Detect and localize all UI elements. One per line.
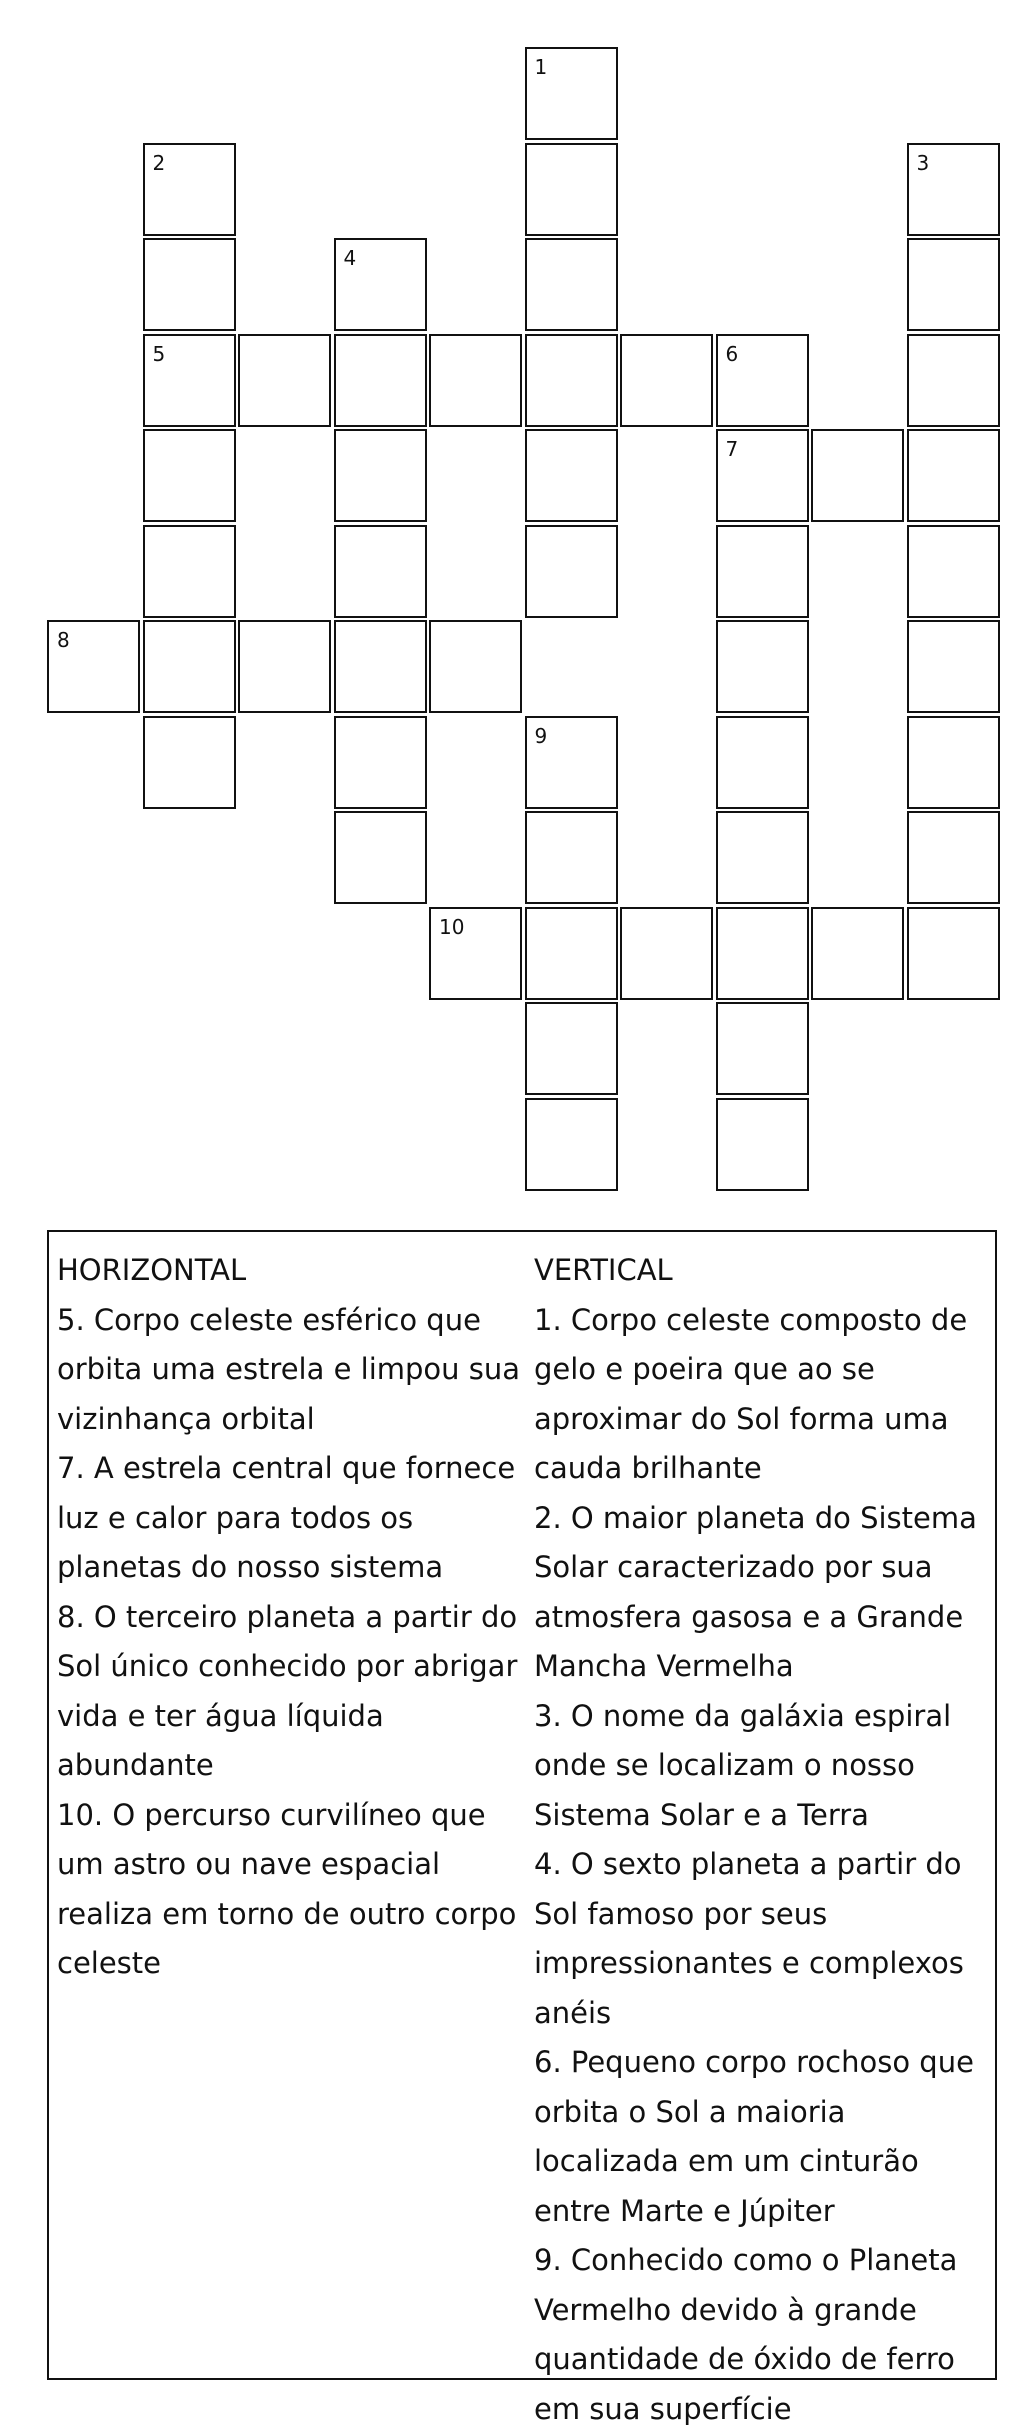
clue-across-10: 10. O percurso curvilíneo que um astro ou nave espacial realiza em torno de outro corpo celeste [57, 1797, 517, 1980]
clue-number: 4 [343, 246, 357, 270]
grid-cell[interactable] [907, 907, 1000, 1000]
grid-cell[interactable] [620, 907, 713, 1000]
grid-cell[interactable] [429, 334, 522, 427]
clue-number: 7 [725, 437, 739, 461]
grid-cell[interactable] [143, 429, 236, 522]
grid-cell[interactable] [716, 907, 809, 1000]
grid-cell[interactable] [143, 238, 236, 331]
grid-cell[interactable] [907, 334, 1000, 427]
clue-down-3: 3. O nome da galáxia espiral onde se localizam o nosso Sistema Solar e a Terra [534, 1698, 952, 1832]
grid-cell[interactable] [716, 334, 809, 427]
grid-cell[interactable] [525, 238, 618, 331]
grid-cell[interactable] [525, 1002, 618, 1095]
grid-cell[interactable] [525, 525, 618, 618]
clue-down-1: 1. Corpo celeste composto de gelo e poeira que ao se aproximar do Sol forma uma cauda brilhante [534, 1302, 968, 1485]
grid-cell[interactable] [716, 716, 809, 809]
grid-cell[interactable] [525, 334, 618, 427]
clue-number: 2 [152, 150, 166, 175]
clues-box [47, 1230, 997, 2426]
grid-cell[interactable] [334, 620, 427, 713]
clue-number: 1 [534, 55, 548, 79]
clue-number: 5 [152, 341, 166, 366]
grid-cell[interactable] [907, 716, 1000, 809]
grid-cell[interactable] [811, 429, 904, 522]
grid-cell[interactable] [143, 716, 236, 809]
grid-cell[interactable] [716, 620, 809, 713]
clue-number: 3 [916, 150, 930, 175]
clue-across-7: 7. A estrela central que fornece luz e calor para todos os planetas do nosso sistema [57, 1451, 516, 1584]
clue-across-5: 5. Corpo celeste esférico que orbita uma estrela e limpou sua vizinhança orbital [57, 1302, 521, 1436]
grid-cell[interactable] [525, 143, 618, 236]
grid-cell[interactable] [238, 620, 331, 713]
clue-number: 8 [57, 628, 70, 652]
grid-cell[interactable] [334, 525, 427, 618]
vertical-title: VERTICAL [534, 1253, 673, 1287]
clue-down-9: 9. Conhecido como o Planeta Vermelho devido à grande quantidade de óxido de ferro em sua superfície [534, 2243, 958, 2426]
grid-cell[interactable] [429, 620, 522, 713]
clue-number: 10 [439, 914, 465, 939]
grid-cell[interactable] [907, 525, 1000, 618]
grid-cell[interactable] [143, 334, 236, 427]
grid-cell[interactable] [716, 525, 809, 618]
grid-cell[interactable] [525, 1098, 618, 1191]
clue-number: 6 [725, 341, 739, 366]
horizontal-title: HORIZONTAL [57, 1253, 247, 1287]
grid-cell[interactable] [716, 429, 809, 522]
crossword-grid [0, 0, 1034, 1200]
vertical-clues [534, 1246, 996, 2434]
grid-cell[interactable] [429, 907, 522, 1000]
grid-cell[interactable] [334, 334, 427, 427]
grid-cell[interactable] [47, 620, 140, 713]
grid-cell[interactable] [620, 334, 713, 427]
grid-cell[interactable] [143, 525, 236, 618]
grid-cell[interactable] [238, 334, 331, 427]
horizontal-clues [57, 1246, 527, 1989]
clue-across-8: 8. O terceiro planeta a partir do Sol único conhecido por abrigar vida e ter água líquida abundante [57, 1599, 518, 1782]
grid-cell[interactable] [716, 1002, 809, 1095]
grid-cell[interactable] [143, 620, 236, 713]
grid-cell[interactable] [525, 47, 618, 140]
grid-cell[interactable] [525, 907, 618, 1000]
grid-cell[interactable] [334, 811, 427, 904]
clue-down-4: 4. O sexto planeta a partir do Sol famoso por seus impressionantes e complexos anéis [534, 1847, 964, 2030]
grid-cell[interactable] [525, 429, 618, 522]
grid-cell[interactable] [907, 811, 1000, 904]
grid-cell[interactable] [143, 143, 236, 236]
grid-cell[interactable] [716, 1098, 809, 1191]
clue-down-6: 6. Pequeno corpo rochoso que orbita o Sol a maioria localizada em um cinturão entre Marte e Júpiter [534, 2045, 974, 2228]
grid-cell[interactable] [907, 429, 1000, 522]
grid-cell[interactable] [525, 716, 618, 809]
grid-cell[interactable] [907, 620, 1000, 713]
grid-cell[interactable] [907, 238, 1000, 331]
grid-cell[interactable] [525, 811, 618, 904]
grid-cell[interactable] [811, 907, 904, 1000]
grid-cell[interactable] [334, 238, 427, 331]
grid-cell[interactable] [716, 811, 809, 904]
grid-cell[interactable] [334, 716, 427, 809]
clue-number: 9 [534, 723, 548, 748]
clue-down-2: 2. O maior planeta do Sistema Solar caracterizado por sua atmosfera gasosa e a Grande Mancha Vermelha [534, 1500, 977, 1683]
grid-cell[interactable] [334, 429, 427, 522]
grid-cell[interactable] [907, 143, 1000, 236]
